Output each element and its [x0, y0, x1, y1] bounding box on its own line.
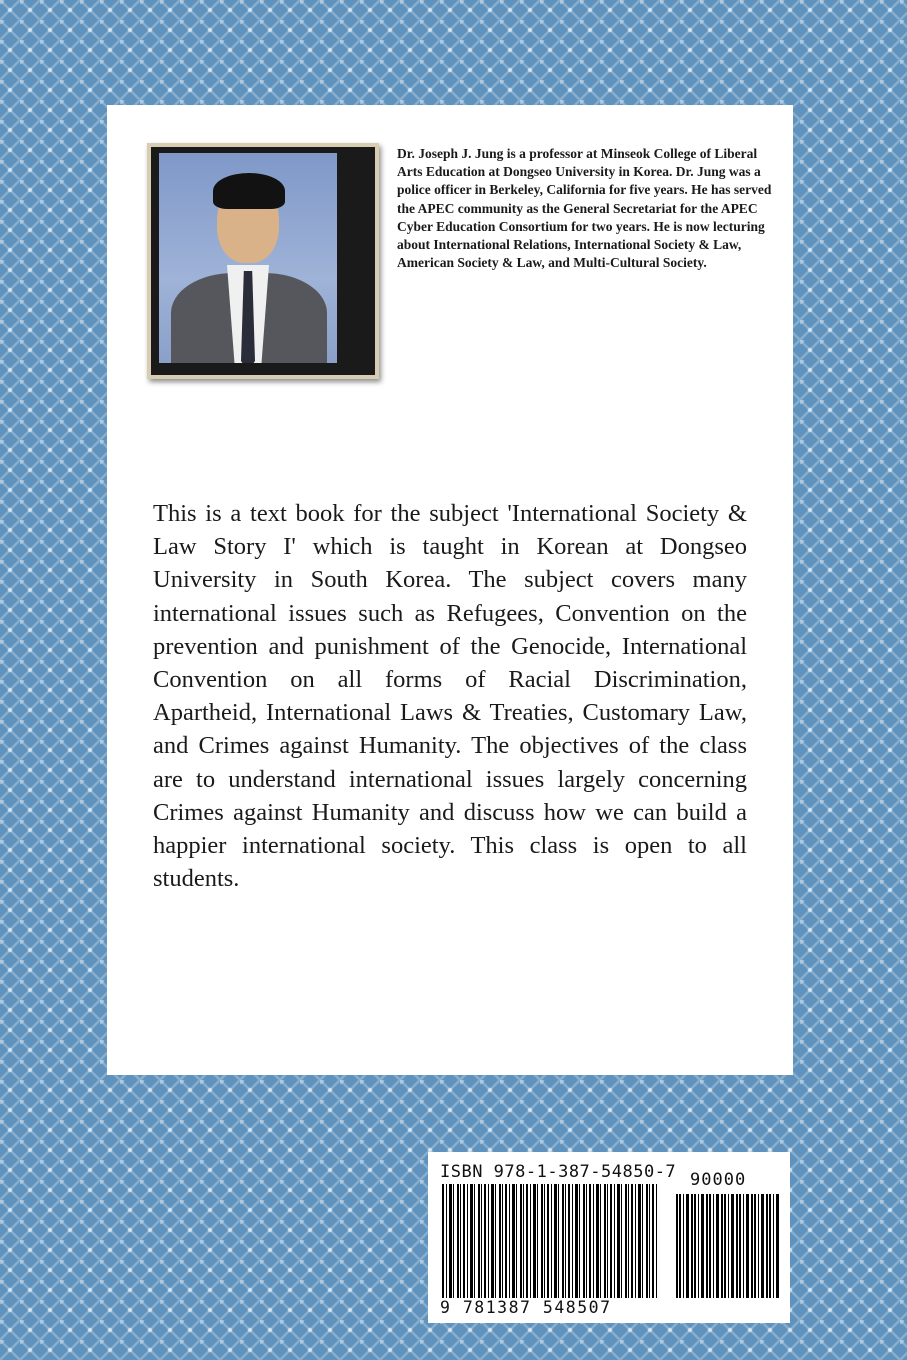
barcode-bars — [442, 1184, 658, 1298]
photo-hair — [213, 173, 285, 209]
author-bio: Dr. Joseph J. Jung is a professor at Minseok College of Liberal Arts Education at Dongseo University in Korea. Dr. Jung was a police officer in Berkeley, California for five years. He has served the APEC community as the General Secretariat for the APEC Cyber Education Consortium for two years. He is now lecturing about International Relations, International Society & Law, American Society & Law, and Multi-Cultural Society. — [397, 146, 772, 271]
content-panel — [107, 105, 793, 1075]
isbn-label: ISBN 978-1-387-54850-7 — [440, 1162, 677, 1182]
author-photo — [147, 143, 379, 379]
price-code: 90000 — [690, 1170, 747, 1190]
photo-background — [159, 153, 337, 363]
addon-barcode-bars — [676, 1194, 780, 1298]
isbn-barcode — [428, 1152, 790, 1323]
book-description: This is a text book for the subject 'International Society & Law Story I' which is taught in Korean at Dongseo University in South Korea. The subject covers many international issues such as Refugees, Convention on the prevention and punishment of the Genocide, International Convention on all forms of Racial Discrimination, Apartheid, International Laws & Treaties, Customary Law, and Crimes against Humanity. The objectives of the class are to understand international issues largely concerning Crimes against Humanity and discuss how we can build a happier international society. This class is open to all students. — [153, 500, 747, 893]
ean-digits: 9 781387 548507 — [440, 1298, 612, 1317]
